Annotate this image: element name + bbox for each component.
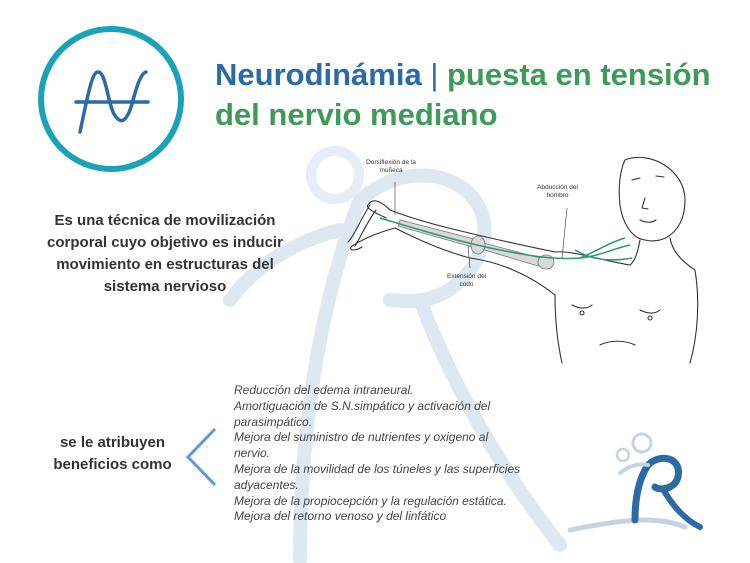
title-secondary: puesta en tensión del nervio mediano [215,57,711,132]
title-primary: Neurodinámia [215,57,422,92]
label-wrist-dorsiflexion: Dorsiflexión de la muñeca [366,159,416,174]
brand-figure-logo-icon [560,425,720,545]
label-shoulder-abduction: Abducción del hombro [537,184,578,199]
list-item: Reducción del edema intraneural. [234,383,414,397]
list-item: Mejora de la propiocepción y la regulación estática. [234,493,507,508]
chevron-left-icon [182,425,222,489]
benefits-label: se le atribuyen beneficios como [53,434,172,473]
list-item: Mejora del suministro de nutrientes y oxigeno al nervio. [234,430,489,461]
label-elbow-extension: Extensión del codo [446,273,487,288]
list-item: Mejora del retorno venoso y del linfático [234,509,447,524]
page-title [215,55,735,135]
list-item: Amortiguación de S.N.simpático y activación del parasimpático. [234,398,491,429]
median-nerve-tension-illustration [340,150,700,365]
benefits-list [234,383,524,525]
intro-text: Es una técnica de movilización corporal cuyo objetivo es inducir movimiento en estructuras del sistema nervioso [47,212,283,295]
list-item: Mejora de la movilidad de los túneles y las superficies adyacentes. [234,461,521,492]
title-separator: | [421,57,447,92]
neurodynamics-logo-icon [36,24,186,174]
